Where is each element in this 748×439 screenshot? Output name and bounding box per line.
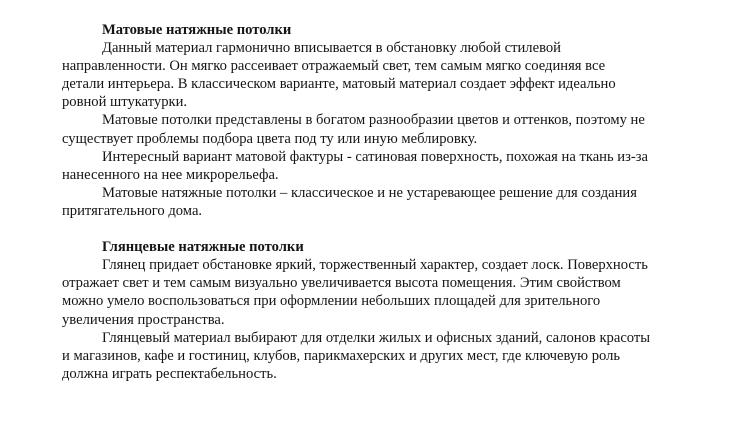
section-heading: Глянцевые натяжные потолки (102, 239, 304, 256)
paragraph-line: увеличения пространства. (62, 311, 225, 328)
paragraph-line: детали интерьера. В классическом варианте, матовый материал создает эффект идеально (62, 76, 616, 93)
paragraph-line: Матовые потолки представлены в богатом разнообразии цветов и оттенков, поэтому не (102, 112, 645, 129)
paragraph (62, 111, 650, 147)
paragraph-line: существует проблемы подбора цвета под ту или иную меблировку. (62, 130, 478, 147)
paragraph (62, 329, 650, 383)
paragraph-line: направленности. Он мягко рассеивает отражаемый свет, тем самым мягко соединяя все (62, 58, 606, 75)
section-glossy-ceilings (62, 238, 650, 383)
paragraph (62, 148, 650, 184)
paragraph (62, 39, 650, 111)
paragraph-line: Матовые натяжные потолки – классическое и не устаревающее решение для создания (102, 184, 637, 201)
document-body (62, 21, 650, 383)
paragraph-line: Глянец придает обстановке яркий, торжественный характер, создает лоск. Поверхность (102, 257, 648, 274)
paragraph-line: нанесенного на нее микрорельефа. (62, 166, 279, 183)
paragraph-line: отражает свет и тем самым визуально увеличивается высота помещения. Этим свойством (62, 275, 621, 292)
paragraph-line: можно умело воспользоваться при оформлении небольших площадей для зрительного (62, 293, 601, 310)
paragraph (62, 184, 650, 220)
paragraph-line: должна играть респектабельность. (62, 365, 277, 382)
section-heading: Матовые натяжные потолки (102, 22, 292, 38)
paragraph-line: притягательного дома. (62, 202, 203, 219)
paragraph-line: Глянцевый материал выбирают для отделки жилых и офисных зданий, салонов красоты (102, 329, 651, 346)
section-spacer (62, 220, 650, 238)
paragraph (62, 256, 650, 328)
paragraph-line: и магазинов, кафе и гостиниц, клубов, парикмахерских и других мест, где ключевую роль (62, 347, 621, 364)
paragraph-line: Данный материал гармонично вписывается в обстановку любой стилевой (102, 40, 561, 57)
paragraph-line: Интересный вариант матовой фактуры - сатиновая поверхность, похожая на ткань из-за (102, 148, 648, 165)
paragraph-line: ровной штукатурки. (62, 94, 188, 111)
section-matte-ceilings (62, 21, 650, 220)
